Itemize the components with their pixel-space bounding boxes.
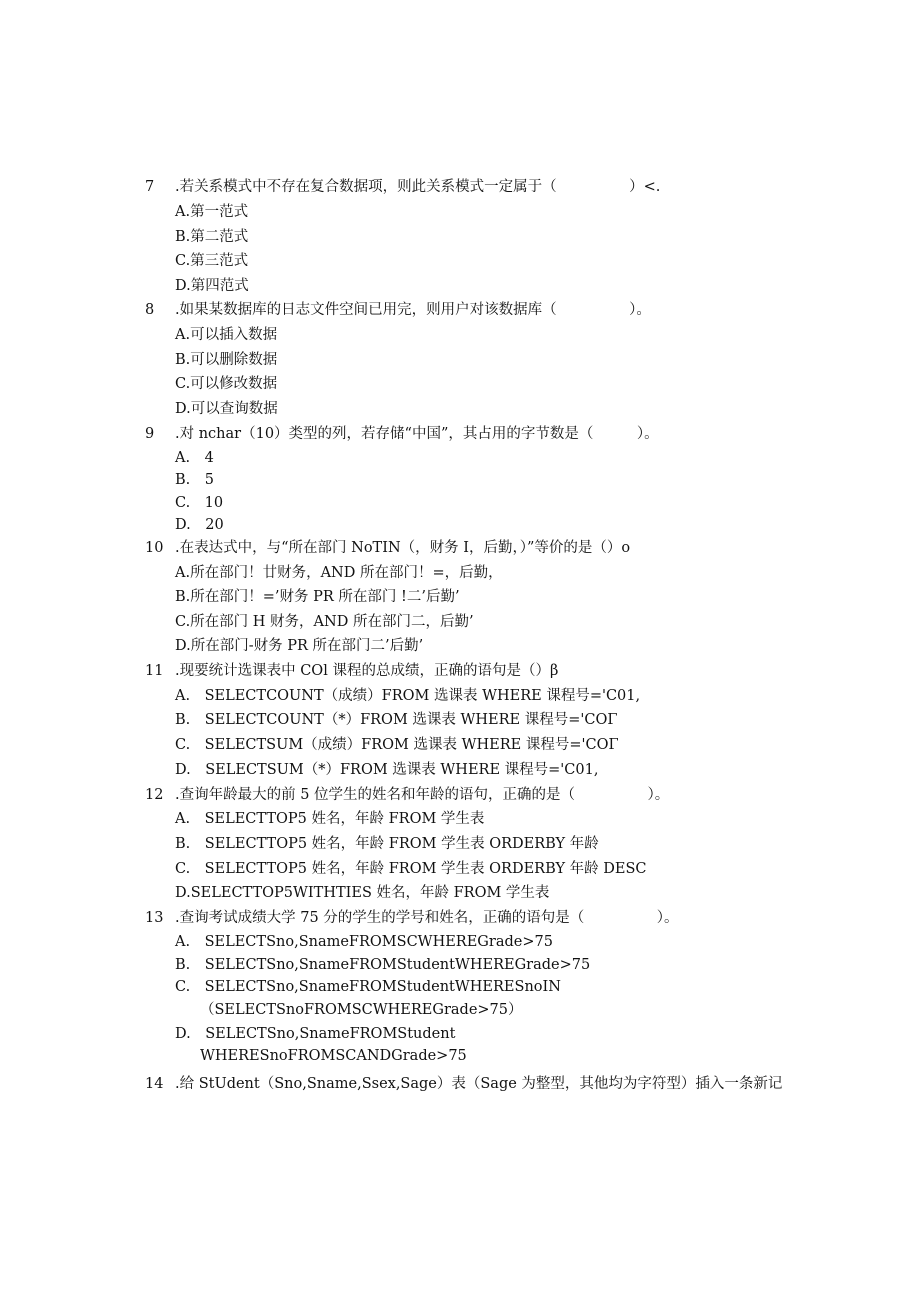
option-d-continuation: WHERESnoFROMSCANDGrade>75 — [200, 1048, 467, 1064]
question-8 — [145, 300, 651, 320]
option-b: B. SELECTCOUNT（*）FROM 选课表 WHERE 课程号='COΓ — [175, 712, 618, 728]
question-number: 7 — [145, 179, 155, 195]
option-c: C.可以修改数据 — [175, 376, 278, 392]
option-a: A.第一范式 — [175, 204, 249, 220]
option-b: B.第二范式 — [175, 229, 249, 245]
question-number: 12 — [145, 787, 164, 803]
option-c: C. 10 — [175, 495, 224, 511]
option-d: D.可以查询数据 — [175, 401, 278, 417]
question-14 — [145, 1074, 782, 1094]
question-text: .如果某数据库的日志文件空间已用完，则用户对该数据库（ ）。 — [175, 302, 651, 318]
option-b: B. SELECTTOP5 姓名，年龄 FROM 学生表 ORDERBY 年龄 — [175, 836, 599, 852]
question-number: 13 — [145, 910, 164, 926]
question-text: .对 nchar（10）类型的列，若存储“中国”，其占用的字节数是（ ）。 — [175, 426, 659, 442]
question-text: .在表达式中，与“所在部门 NoTIN（，财务 I，后勤，）”等价的是（）o — [175, 540, 631, 556]
question-text: .查询考试成绩大学 75 分的学生的学号和姓名，正确的语句是（ ）。 — [175, 910, 679, 926]
option-d: D. 20 — [175, 517, 224, 533]
question-text: .给 StUdent（Sno,Sname,Ssex,Sage）表（Sage 为整型，其他均为字符型）插入一条新记 — [175, 1076, 783, 1092]
question-number: 10 — [145, 540, 164, 556]
question-number: 9 — [145, 426, 155, 442]
question-number: 11 — [145, 663, 164, 679]
option-c: C.第三范式 — [175, 253, 249, 269]
option-c: C. SELECTTOP5 姓名，年龄 FROM 学生表 ORDERBY 年龄 DESC — [175, 861, 647, 877]
question-7 — [145, 177, 660, 197]
question-number: 8 — [145, 302, 155, 318]
option-a: A.所在部门！廿财务，AND 所在部门！=，后勤， — [175, 565, 503, 581]
option-d: D. SELECTSUM（*）FROM 选课表 WHERE 课程号='C01, — [175, 762, 599, 778]
option-d: D.所在部门-财务 PR 所在部门二’后勤’ — [175, 638, 424, 654]
option-b: B.可以删除数据 — [175, 352, 278, 368]
question-12 — [145, 785, 669, 805]
option-a: A. SELECTCOUNT（成绩）FROM 选课表 WHERE 课程号='C01, — [175, 688, 641, 704]
option-d: D. SELECTSno,SnameFROMStudent — [175, 1026, 456, 1042]
option-a: A. 4 — [175, 450, 214, 466]
option-c-continuation: （SELECTSnoFROMSCWHEREGrade>75） — [200, 1002, 523, 1018]
question-text: .若关系模式中不存在复合数据项，则此关系模式一定属于（ ）<. — [175, 179, 661, 195]
question-11 — [145, 661, 558, 681]
option-d: D.SELECTTOP5WITHTIES 姓名，年龄 FROM 学生表 — [175, 885, 550, 901]
option-a: A. SELECTTOP5 姓名，年龄 FROM 学生表 — [175, 811, 485, 827]
question-13 — [145, 908, 679, 928]
option-b: B. 5 — [175, 472, 214, 488]
option-c: C.所在部门 H 财务，AND 所在部门二，后勤’ — [175, 614, 474, 630]
option-a: A.可以插入数据 — [175, 327, 278, 343]
option-b: B. SELECTSno,SnameFROMStudentWHEREGrade>75 — [175, 957, 591, 973]
option-a: A. SELECTSno,SnameFROMSCWHEREGrade>75 — [175, 934, 553, 950]
question-text: .查询年龄最大的前 5 位学生的姓名和年龄的语句，正确的是（ ）。 — [175, 787, 670, 803]
question-number: 14 — [145, 1076, 164, 1092]
option-d: D.第四范式 — [175, 278, 249, 294]
question-9 — [145, 424, 659, 444]
option-c: C. SELECTSno,SnameFROMStudentWHERESnoIN — [175, 979, 561, 995]
option-c: C. SELECTSUM（成绩）FROM 选课表 WHERE 课程号='COΓ — [175, 737, 619, 753]
question-text: .现要统计选课表中 COl 课程的总成绩，正确的语句是（）β — [175, 663, 559, 679]
question-10 — [145, 538, 630, 558]
option-b: B.所在部门！=’财务 PR 所在部门 !二’后勤’ — [175, 589, 460, 605]
